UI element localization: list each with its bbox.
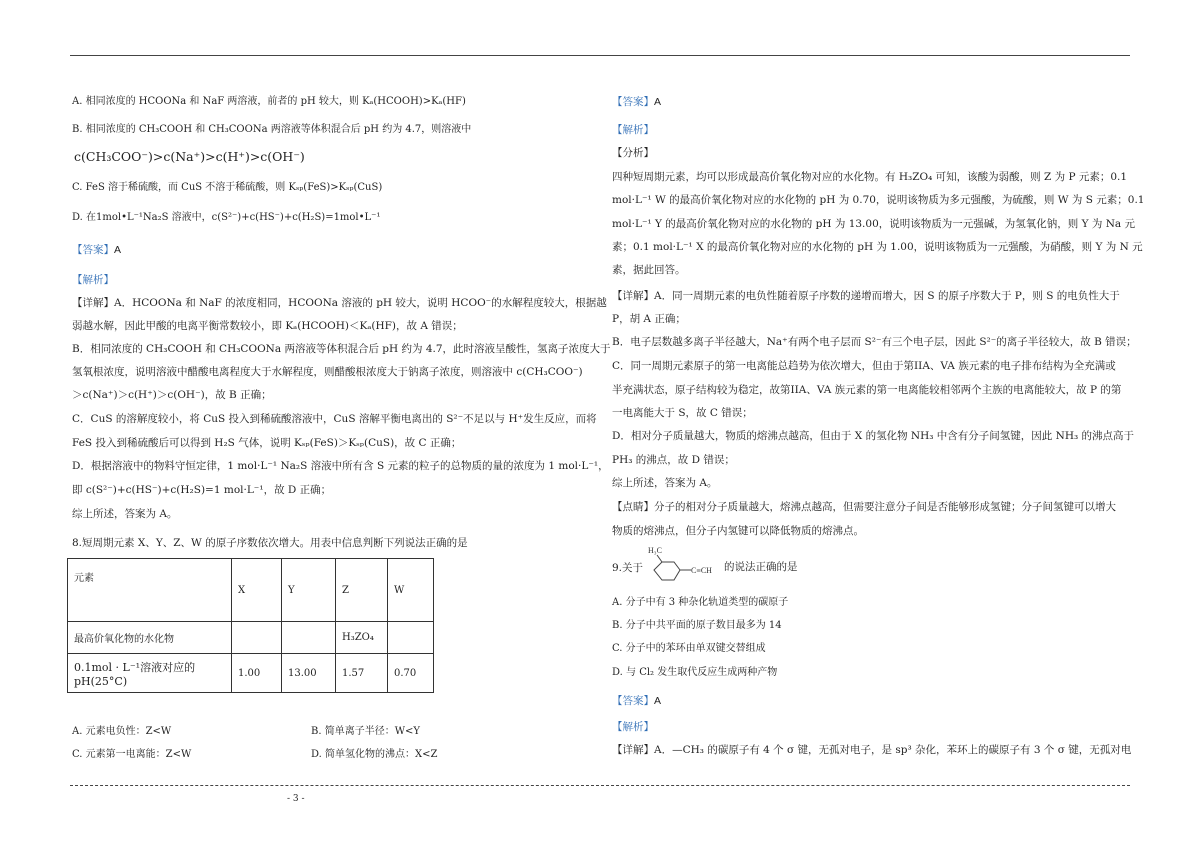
q8-detail-line: P，胡 A 正确； [612, 313, 686, 325]
table-cell [232, 622, 282, 654]
header-rule [70, 55, 1130, 56]
methyl-label: H₃C [648, 546, 662, 555]
table-cell: Z [336, 559, 388, 622]
q7-detail-line: B．相同浓度的 CH₃COOH 和 CH₃COONa 两溶液等体积混合后 pH 约为 4.7，此时溶液呈酸性，氢离子浓度大于 [72, 343, 611, 355]
q8-detail-line: 【详解】A．同一周期元素的电负性随着原子序数的递增而增大，因 S 的原子序数大于 P，则 S 的电负性大于 [612, 290, 1120, 302]
q9-option-b: B. 分子中共平面的原子数目最多为 14 [612, 620, 782, 631]
q8-option-c: C. 元素第一电离能：Z<W [72, 749, 192, 760]
q8-detail-line: PH₃ 的沸点，故 D 错误； [612, 454, 735, 466]
table-cell: W [388, 559, 434, 622]
answer-value: A [114, 244, 122, 256]
q7-option-b-formula: c(CH₃COO⁻)>c(Na⁺)>c(H⁺)>c(OH⁻) [74, 149, 305, 164]
footer-rule [70, 785, 1130, 786]
q8-stem: 8.短周期元素 X、Y、Z、W 的原子序数依次增大。用表中信息判断下列说法正确的是 [72, 537, 468, 549]
q7-detail-line: ＞c(Na⁺)＞c(H⁺)＞c(OH⁻)，故 B 正确； [72, 389, 272, 401]
answer-tag: 【答案】 [612, 695, 654, 707]
table-cell: H₃ZO₄ [336, 622, 388, 654]
table-cell: X [232, 559, 282, 622]
q8-option-b: B. 简单离子半径：W<Y [311, 726, 420, 737]
table-row [68, 622, 434, 654]
q7-detail-line: C．CuS 的溶解度较小，将 CuS 投入到稀硫酸溶液中，CuS 溶解平衡电离出的 S²⁻不足以与 H⁺发生反应，而将 [72, 413, 597, 425]
q8-detail-line: 【点睛】分子的相对分子质量越大，熔沸点越高，但需要注意分子间是否能够形成氢键；分子间氢键可以增大 [612, 501, 1116, 513]
q7-detail-line: 【详解】A．HCOONa 和 NaF 的浓度相同，HCOONa 溶液的 pH 较大，说明 HCOO⁻的水解程度较大，根据越 [72, 297, 607, 309]
table-header-row [68, 559, 434, 622]
answer-tag: 【答案】 [612, 96, 654, 108]
q7-detail-line: 弱越水解，因此甲酸的电离平衡常数较小，即 Kₐ(HCOOH)＜Kₐ(HF)，故 A 错误； [72, 320, 463, 332]
q8-fenxi-tag: 【分析】 [612, 147, 654, 159]
table-cell: 1.00 [232, 654, 282, 693]
table-cell: 1.57 [336, 654, 388, 693]
q8-option-d: D. 简单氢化物的沸点：X<Z [311, 749, 438, 760]
q8-element-table [67, 558, 434, 693]
q8-detail-line: 综上所述，答案为 A。 [612, 477, 718, 489]
answer-tag: 【答案】 [72, 244, 114, 256]
q8-fenxi-line: mol·L⁻¹ W 的最高价氧化物对应的水化物的 pH 为 0.70，说明该物质为多元强酸，为硫酸，则 W 为 S 元素；0.1 [612, 194, 1145, 206]
q7-option-a: A. 相同浓度的 HCOONa 和 NaF 两溶液，前者的 pH 较大，则 Kₐ(HCOOH)>Kₐ(HF) [72, 96, 466, 107]
q7-option-c: C. FeS 溶于稀硫酸，而 CuS 不溶于稀硫酸，则 Kₛₚ(FeS)>Kₛₚ(CuS) [72, 182, 383, 193]
q9-option-d: D. 与 Cl₂ 发生取代反应生成两种产物 [612, 667, 778, 678]
table-cell: 0.70 [388, 654, 434, 693]
q8-fenxi-line: 素，据此回答。 [612, 264, 686, 276]
q8-answer [612, 95, 661, 109]
q9-stem-prefix: 9.关于 [612, 562, 644, 574]
q7-detail-line: D．根据溶液中的物料守恒定律，1 mol·L⁻¹ Na₂S 溶液中所有含 S 元素的粒子的总物质的量的浓度为 1 mol·L⁻¹， [72, 460, 609, 472]
table-cell [282, 622, 336, 654]
q8-fenxi-line: 素；0.1 mol·L⁻¹ X 的最高价氧化物对应的水化物的 pH 为 1.00，说明该物质为一元强酸，为硝酸，则 Y 为 N 元 [612, 241, 1143, 253]
answer-value: A [654, 96, 662, 108]
q9-answer [612, 694, 661, 708]
q7-option-b: B. 相同浓度的 CH₃COOH 和 CH₃COONa 两溶液等体积混合后 pH 约为 4.7，则溶液中 [72, 124, 472, 135]
table-cell: Y [282, 559, 336, 622]
page-number: - 3 - [287, 794, 305, 804]
q8-analysis-tag: 【解析】 [612, 124, 654, 136]
table-cell: 最高价氧化物的水化物 [68, 622, 232, 654]
q8-fenxi-line: mol·L⁻¹ Y 的最高价氧化物对应的水化物的 pH 为 13.00，说明该物质为一元强碱，为氢氧化钠，则 Y 为 Na 元 [612, 218, 1135, 230]
table-cell [388, 622, 434, 654]
q8-option-a: A. 元素电负性：Z<W [72, 726, 172, 737]
q7-answer [72, 243, 121, 257]
table-cell: 0.1mol · L⁻¹溶液对应的 pH(25°C) [68, 654, 232, 693]
q7-detail-line: 氢氧根浓度，说明溶液中醋酸电离程度大于水解程度，则醋酸根浓度大于钠离子浓度，则溶液中 c(CH₃COO⁻) [72, 366, 583, 378]
q9-option-a: A. 分子中有 3 种杂化轨道类型的碳原子 [612, 597, 789, 608]
q8-fenxi-line: 四种短周期元素，均可以形成最高价氧化物对应的水化物。有 H₃ZO₄ 可知，该酸为弱酸，则 Z 为 P 元素；0.1 [612, 171, 1128, 183]
methyl-bond [657, 555, 662, 562]
answer-value: A [654, 695, 662, 707]
table-row [68, 654, 434, 693]
q8-detail-line: B．电子层数越多离子半径越大，Na⁺有两个电子层而 S²⁻有三个电子层，因此 S²⁻的离子半径较大，故 B 错误； [612, 336, 1137, 348]
table-cell: 13.00 [282, 654, 336, 693]
q8-detail-line: D．相对分子质量越大，物质的熔沸点越高，但由于 X 的氢化物 NH₃ 中含有分子间氢键，因此 NH₃ 的沸点高于 [612, 430, 1135, 442]
q7-detail-line: FeS 投入到稀硫酸后可以得到 H₂S 气体，说明 Kₛₚ(FeS)＞Kₛₚ(CuS)，故 C 正确； [72, 437, 462, 449]
q7-detail-line: 综上所述，答案为 A。 [72, 508, 178, 520]
q9-option-c: C. 分子中的苯环由单双键交替组成 [612, 643, 766, 654]
q9-stem-suffix: 的说法正确的是 [724, 561, 798, 573]
q8-detail-line: 物质的熔沸点，但分子内氢键可以降低物质的熔沸点。 [612, 525, 864, 537]
q8-detail-line: 一电离能大于 S，故 C 错误； [612, 407, 753, 419]
q9-analysis-tag: 【解析】 [612, 721, 654, 733]
q7-option-d: D. 在1mol•L⁻¹Na₂S 溶液中，c(S²⁻)+c(HS⁻)+c(H₂S)=1mol•L⁻¹ [72, 212, 381, 223]
q7-detail-line: 即 c(S²⁻)+c(HS⁻)+c(H₂S)=1 mol·L⁻¹，故 D 正确； [72, 484, 332, 496]
table-cell: 元素 [68, 559, 232, 622]
alkyne-label: C≡CH [691, 566, 712, 575]
q8-detail-line: C．同一周期元素原子的第一电离能总趋势为依次增大，但由于第IIA、VA 族元素的电子排布结构为全充满或 [612, 360, 1116, 372]
q8-detail-line: 半充满状态，原子结构较为稳定，故第IIA、VA 族元素的第一电离能较相邻两个主族的电离能较大，故 P 的第 [612, 384, 1122, 396]
benzene-ring [654, 562, 680, 580]
molecule-structure-image [640, 544, 730, 590]
q7-analysis-tag: 【解析】 [72, 274, 114, 286]
q9-detail-line: 【详解】A．—CH₃ 的碳原子有 4 个 σ 键，无孤对电子，是 sp³ 杂化，苯环上的碳原子有 3 个 σ 键，无孤对电 [612, 744, 1132, 756]
